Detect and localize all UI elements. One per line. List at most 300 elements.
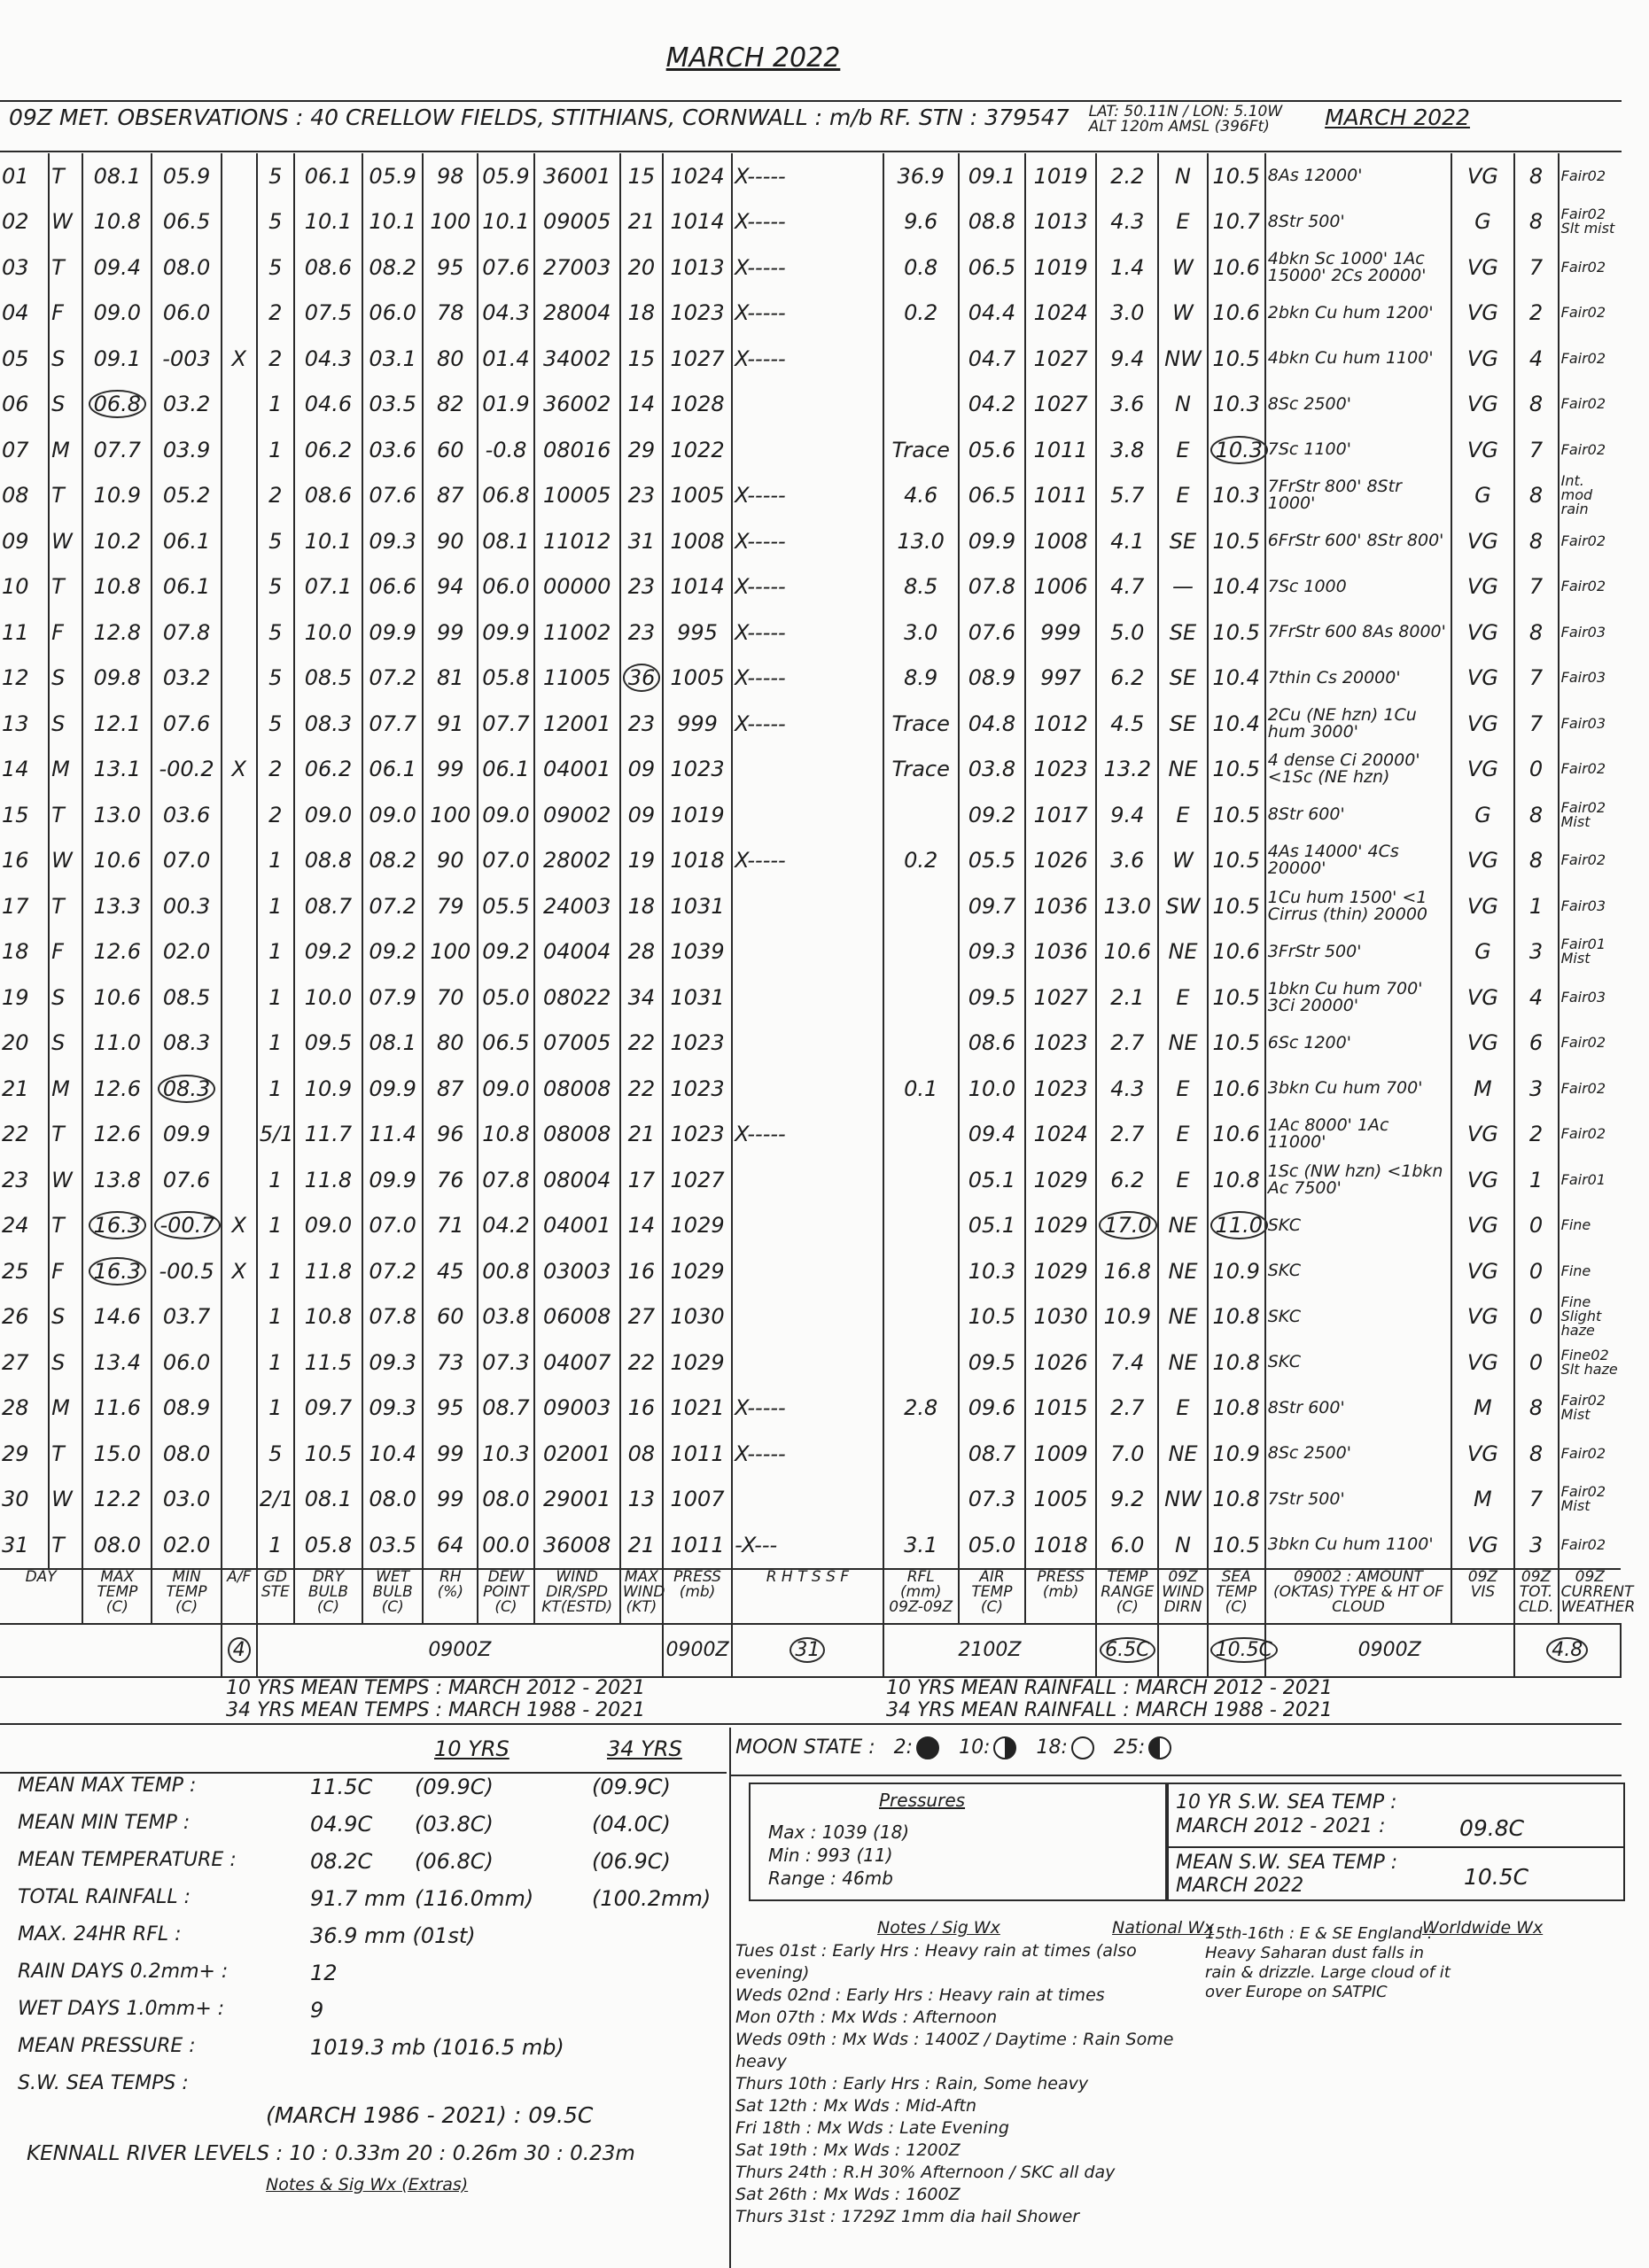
cell-11 — [620, 427, 663, 473]
table-row — [0, 1431, 1621, 1477]
cell-value: M — [1474, 1076, 1492, 1101]
cell-1 — [49, 610, 82, 656]
cell-value: 36008 — [543, 1532, 611, 1557]
footer-cell — [0, 1624, 222, 1677]
observations-table — [0, 153, 1636, 1678]
cell-value: 1026 — [1033, 1349, 1088, 1375]
cell-6 — [294, 975, 362, 1021]
cell-12 — [663, 929, 732, 975]
cell-value: 4.3 — [1110, 1076, 1145, 1101]
cell-value: 10.5 — [968, 1304, 1016, 1330]
cell-value: X — [231, 346, 246, 371]
cell-value: 0 — [1528, 1258, 1544, 1284]
cell-value: 11002 — [543, 619, 611, 645]
cell-9 — [478, 1477, 533, 1523]
cell-9 — [478, 929, 533, 975]
cell-7 — [362, 1431, 423, 1477]
cell-0 — [0, 701, 49, 747]
cell-value: 10 — [2, 574, 29, 600]
cell-0 — [0, 473, 49, 519]
cell-3 — [152, 1522, 221, 1569]
cell-13 — [732, 1522, 883, 1569]
cell-value: 3.0 — [1110, 300, 1145, 326]
cell-9 — [478, 518, 533, 564]
cell-16 — [1025, 1431, 1096, 1477]
cell-value: X----- — [735, 300, 786, 326]
cell-9 — [478, 1066, 533, 1112]
cell-1 — [49, 1157, 82, 1203]
cell-value: 10.5 — [1212, 1532, 1260, 1557]
cell-12 — [663, 1431, 732, 1477]
footer-value: 10.5C — [1210, 1637, 1278, 1663]
cell-value: 09.1 — [93, 346, 142, 371]
cell-21 — [1451, 883, 1513, 929]
cell-value: 15 — [627, 346, 656, 371]
cell-value: 100 — [430, 209, 471, 235]
cell-1 — [49, 883, 82, 929]
cell-value: 09.1 — [968, 163, 1016, 189]
cell-0 — [0, 1431, 49, 1477]
cell-value: NW — [1164, 1487, 1202, 1512]
cell-value: 5/1 — [259, 1122, 294, 1147]
cell-value: VG — [1466, 437, 1498, 462]
cell-value: 09 — [627, 757, 656, 782]
cell-11 — [620, 1386, 663, 1432]
cell-value: 05.9 — [369, 163, 416, 189]
cell-16 — [1025, 929, 1096, 975]
cell-19 — [1208, 1112, 1265, 1158]
cell-value: 1012 — [1033, 711, 1088, 736]
cell-3 — [152, 291, 221, 337]
cell-20 — [1265, 1112, 1452, 1158]
cell-0 — [0, 1203, 49, 1249]
cell-value: 03 — [2, 254, 29, 280]
cell-7 — [362, 883, 423, 929]
cell-value: 8.5 — [904, 574, 938, 600]
cell-22 — [1514, 1112, 1559, 1158]
cell-21 — [1451, 564, 1513, 610]
cell-15 — [959, 747, 1025, 793]
cell-13 — [732, 199, 883, 245]
cell-18 — [1158, 1021, 1207, 1067]
cell-value: 01 — [2, 163, 29, 189]
cell-1 — [49, 336, 82, 382]
cell-3 — [152, 747, 221, 793]
cell-11 — [620, 1021, 663, 1067]
summary-label: MEAN MIN TEMP : — [18, 1812, 191, 1834]
cell-23 — [1559, 610, 1621, 656]
cell-18 — [1158, 1248, 1207, 1294]
cell-value: 06.0 — [482, 574, 530, 600]
cell-2 — [82, 1477, 152, 1523]
cell-22 — [1514, 1386, 1559, 1432]
cell-9 — [478, 1112, 533, 1158]
cell-value: 08004 — [543, 1167, 611, 1192]
cell-11 — [620, 291, 663, 337]
summary-value: 9 — [310, 1998, 324, 2023]
cell-value: E — [1176, 1076, 1190, 1101]
cell-6 — [294, 610, 362, 656]
means-rain-34: 34 YRS MEAN RAINFALL : MARCH 1988 - 2021 — [886, 1699, 1333, 1721]
cell-value: 29 — [627, 437, 656, 462]
cell-6 — [294, 153, 362, 199]
cell-value: 09.0 — [369, 802, 416, 827]
cell-value: 6.0 — [1110, 1532, 1145, 1557]
cell-22 — [1514, 1431, 1559, 1477]
header-cell: AIR TEMP (C) — [959, 1569, 1025, 1624]
cell-value: 08.9 — [162, 1395, 211, 1421]
cell-8 — [423, 427, 478, 473]
cell-value: 1007 — [670, 1487, 725, 1512]
cell-value: 2 — [268, 802, 283, 827]
cell-value: 36001 — [543, 163, 611, 189]
cell-value: 09.9 — [968, 528, 1016, 554]
cell-value: 04.4 — [968, 300, 1016, 326]
cell-6 — [294, 473, 362, 519]
cell-value: 11.8 — [304, 1258, 353, 1284]
cell-12 — [663, 838, 732, 884]
full-moon-icon — [1071, 1736, 1094, 1759]
cell-value: 7 — [1528, 1487, 1544, 1512]
cell-11 — [620, 1522, 663, 1569]
cell-value: 05.2 — [162, 483, 211, 509]
cell-11 — [620, 1066, 663, 1112]
cell-10 — [534, 291, 620, 337]
cell-value: VG — [1466, 392, 1498, 417]
means-rule — [0, 1723, 1622, 1725]
cell-value: X----- — [735, 1395, 786, 1421]
cell-value: 1024 — [1033, 1122, 1088, 1147]
cell-21 — [1451, 1431, 1513, 1477]
cell-13 — [732, 883, 883, 929]
cell-value: 11.0 — [93, 1030, 142, 1056]
cell-value: 1027 — [1033, 984, 1088, 1010]
cell-value: 4bkn Cu hum 1100' — [1267, 348, 1434, 369]
cell-8 — [423, 883, 478, 929]
cell-value: 1029 — [1033, 1258, 1088, 1284]
cell-value: 06.5 — [968, 254, 1016, 280]
cell-19 — [1208, 1431, 1265, 1477]
cell-value: 9.4 — [1110, 346, 1145, 371]
cell-value: 2.2 — [1110, 163, 1145, 189]
cell-value: Fair02 — [1560, 1535, 1606, 1553]
cell-value: 15 — [627, 163, 656, 189]
summary-label: MEAN TEMPERATURE : — [18, 1849, 237, 1871]
cell-18 — [1158, 1477, 1207, 1523]
cell-value: 8 — [1528, 528, 1544, 554]
cell-value: 4.7 — [1110, 574, 1145, 600]
cell-5 — [257, 883, 294, 929]
cell-value: 4.3 — [1110, 209, 1145, 235]
cell-8 — [423, 564, 478, 610]
cell-3 — [152, 153, 221, 199]
cell-value: 01.9 — [482, 392, 530, 417]
cell-value: 1 — [268, 1532, 283, 1557]
cell-3 — [152, 1294, 221, 1340]
cell-value: VG — [1466, 1167, 1498, 1192]
cell-12 — [663, 199, 732, 245]
cell-value: 12.6 — [93, 1122, 142, 1147]
cell-4 — [222, 975, 257, 1021]
cell-value: 22 — [2, 1122, 29, 1147]
cell-13 — [732, 929, 883, 975]
cell-value: T — [51, 1213, 65, 1239]
cell-value: 06.0 — [162, 1349, 211, 1375]
cell-value: VG — [1466, 254, 1498, 280]
station-text: 09Z MET. OBSERVATIONS : 40 CRELLOW FIELDS, STITHIANS, CORNWALL : m/b RF. STN : 379547 — [9, 105, 1070, 130]
cell-value: 05.8 — [482, 665, 530, 691]
sea-mean-period: MARCH 2022 — [1176, 1875, 1304, 1897]
cell-2 — [82, 153, 152, 199]
cell-3 — [152, 1386, 221, 1432]
cell-15 — [959, 1157, 1025, 1203]
cell-13 — [732, 838, 883, 884]
cell-23 — [1559, 975, 1621, 1021]
cell-14 — [883, 747, 959, 793]
cell-value: 60 — [437, 437, 464, 462]
cell-4 — [222, 199, 257, 245]
cell-5 — [257, 427, 294, 473]
summary-label: WET DAYS 1.0mm+ : — [18, 1998, 225, 2020]
cell-20 — [1265, 792, 1452, 838]
cell-10 — [534, 382, 620, 428]
cell-13 — [732, 1294, 883, 1340]
cell-value: 08008 — [543, 1122, 611, 1147]
cell-7 — [362, 1066, 423, 1112]
cell-value: 14 — [2, 757, 29, 782]
cell-21 — [1451, 792, 1513, 838]
cell-14 — [883, 1066, 959, 1112]
cell-15 — [959, 1522, 1025, 1569]
cell-13 — [732, 747, 883, 793]
cell-value: 09.3 — [369, 1349, 416, 1375]
cell-value: 6Sc 1200' — [1267, 1032, 1351, 1052]
cell-value: 27003 — [543, 254, 611, 280]
cell-value: 08.7 — [968, 1441, 1016, 1466]
cell-13 — [732, 564, 883, 610]
summary-label: TOTAL RAINFALL : — [18, 1886, 191, 1908]
cell-value: 8.9 — [904, 665, 938, 691]
cell-value: 05.6 — [968, 437, 1016, 462]
cell-value: VG — [1466, 1349, 1498, 1375]
cell-7 — [362, 1340, 423, 1386]
cell-4 — [222, 564, 257, 610]
cell-6 — [294, 1431, 362, 1477]
cell-16 — [1025, 792, 1096, 838]
cell-value: Fair02 Mist — [1560, 798, 1606, 830]
cell-19 — [1208, 1157, 1265, 1203]
cell-value: Trace — [891, 437, 950, 462]
cell-12 — [663, 701, 732, 747]
cell-15 — [959, 1431, 1025, 1477]
cell-value: VG — [1466, 1304, 1498, 1330]
cell-value: 10.5 — [1212, 802, 1260, 827]
cell-value: VG — [1466, 1213, 1498, 1239]
cell-value: X----- — [735, 711, 786, 736]
cell-value: 1029 — [670, 1213, 725, 1239]
summary-10yr: (116.0mm) — [415, 1886, 534, 1911]
sea-box-rule — [1167, 1846, 1623, 1848]
cell-value: 07.1 — [304, 574, 353, 600]
table-row — [0, 382, 1621, 428]
cell-5 — [257, 245, 294, 291]
cell-17 — [1096, 1157, 1158, 1203]
cell-5 — [257, 336, 294, 382]
cell-16 — [1025, 153, 1096, 199]
cell-value: Fair02 — [1560, 167, 1606, 184]
cell-4 — [222, 1157, 257, 1203]
cell-5 — [257, 747, 294, 793]
cell-value: 10.9 — [1103, 1304, 1152, 1330]
header-cell: A/F — [222, 1569, 257, 1624]
cell-3 — [152, 1112, 221, 1158]
cell-value: NE — [1168, 1030, 1198, 1056]
table-row — [0, 199, 1621, 245]
cell-17 — [1096, 382, 1158, 428]
lq-moon-icon — [1148, 1736, 1171, 1759]
cell-20 — [1265, 1340, 1452, 1386]
summary-value: 04.9C — [310, 1812, 373, 1837]
cell-16 — [1025, 564, 1096, 610]
header-cell: R H T S S F — [732, 1569, 883, 1624]
cell-12 — [663, 656, 732, 702]
cell-0 — [0, 382, 49, 428]
cell-7 — [362, 1157, 423, 1203]
cell-value: 1023 — [670, 1122, 725, 1147]
cell-11 — [620, 336, 663, 382]
cell-value: 0 — [1528, 757, 1544, 782]
cell-value: 5 — [268, 254, 283, 280]
cell-value: -X--- — [735, 1532, 778, 1557]
cell-value: 10.8 — [93, 209, 142, 235]
cell-value: 0.2 — [904, 300, 938, 326]
cell-12 — [663, 1248, 732, 1294]
cell-value: 5 — [268, 209, 283, 235]
summary-value: 36.9 mm (01st) — [310, 1923, 476, 1948]
cell-value: Fair02 Slt mist — [1560, 206, 1615, 237]
note-line: Fri 18th : Mx Wds : Late Evening — [735, 2118, 1009, 2138]
cell-9 — [478, 1294, 533, 1340]
cell-value: 03.5 — [369, 392, 416, 417]
cell-value: Fair02 — [1560, 440, 1606, 458]
cell-value: 1011 — [670, 1532, 725, 1557]
cell-value: 21 — [627, 1122, 656, 1147]
cell-value: 07.0 — [369, 1213, 416, 1239]
header-cell: PRESS (mb) — [1025, 1569, 1096, 1624]
cell-value: 2/1 — [259, 1487, 294, 1512]
cell-4 — [222, 610, 257, 656]
cell-value: 1 — [268, 939, 283, 965]
cell-17 — [1096, 1021, 1158, 1067]
cell-value: 1022 — [670, 437, 725, 462]
cell-value: 1024 — [670, 163, 725, 189]
cell-10 — [534, 701, 620, 747]
cell-19 — [1208, 199, 1265, 245]
cell-value: F — [51, 619, 64, 645]
cell-value: Fair02 — [1560, 1034, 1606, 1052]
cell-4 — [222, 1522, 257, 1569]
footer-cell — [1208, 1624, 1272, 1677]
cell-value: 80 — [437, 346, 464, 371]
cell-value: 08.9 — [968, 665, 1016, 691]
cell-value: Fair02 — [1560, 532, 1606, 549]
cell-4 — [222, 883, 257, 929]
cell-3 — [152, 1431, 221, 1477]
cell-value: 0 — [1528, 1304, 1544, 1330]
cell-15 — [959, 518, 1025, 564]
summary-value: 1019.3 mb (1016.5 mb) — [310, 2035, 564, 2060]
cell-value: 2.7 — [1110, 1030, 1145, 1056]
cell-value: 08.5 — [162, 984, 211, 1010]
cell-value: 10.5 — [1212, 163, 1260, 189]
cell-value: 30 — [2, 1487, 29, 1512]
pressure-min: Min : 993 (11) — [768, 1845, 893, 1866]
cell-value: VG — [1466, 528, 1498, 554]
cell-value: 05.5 — [968, 848, 1016, 874]
cell-5 — [257, 792, 294, 838]
header-cell: PRESS (mb) — [663, 1569, 732, 1624]
cell-19 — [1208, 564, 1265, 610]
cell-22 — [1514, 291, 1559, 337]
cell-8 — [423, 1386, 478, 1432]
cell-value: 997 — [1040, 665, 1082, 691]
cell-value: 1017 — [1033, 802, 1088, 827]
cell-value: VG — [1466, 984, 1498, 1010]
cell-value: 2 — [1528, 300, 1544, 326]
cell-0 — [0, 975, 49, 1021]
cell-2 — [82, 656, 152, 702]
river-levels: KENNALL RIVER LEVELS : 10 : 0.33m 20 : 0.26m 30 : 0.23m — [27, 2142, 635, 2165]
cell-21 — [1451, 382, 1513, 428]
table-row — [0, 1477, 1621, 1523]
cell-9 — [478, 1386, 533, 1432]
cell-7 — [362, 838, 423, 884]
cell-value: 11.0 — [1210, 1211, 1268, 1239]
cell-10 — [534, 1203, 620, 1249]
summary-value: 12 — [310, 1961, 338, 1985]
cell-value: 1005 — [1033, 1487, 1088, 1512]
cell-value: T — [51, 483, 65, 509]
cell-value: 05.1 — [968, 1213, 1016, 1239]
cell-10 — [534, 1157, 620, 1203]
cell-13 — [732, 792, 883, 838]
cell-value: W — [1172, 254, 1194, 280]
cell-value: 12 — [2, 665, 29, 691]
cell-value: 60 — [437, 1304, 464, 1330]
cell-value: 10.9 — [1212, 1441, 1260, 1466]
cell-15 — [959, 610, 1025, 656]
cell-value: NE — [1168, 1304, 1198, 1330]
cell-value: G — [1474, 209, 1491, 235]
cell-6 — [294, 701, 362, 747]
cell-value: 08.8 — [968, 209, 1016, 235]
cell-value: 08.0 — [162, 254, 211, 280]
cell-value: 1Cu hum 1500' <1 Cirrus (thin) 20000 — [1267, 887, 1428, 924]
cell-5 — [257, 473, 294, 519]
cell-18 — [1158, 610, 1207, 656]
cell-2 — [82, 1203, 152, 1249]
cell-15 — [959, 245, 1025, 291]
cell-value: 20 — [627, 254, 656, 280]
summary-10yr: (03.8C) — [415, 1812, 494, 1837]
cell-3 — [152, 473, 221, 519]
cell-6 — [294, 427, 362, 473]
cell-13 — [732, 1386, 883, 1432]
cell-15 — [959, 1386, 1025, 1432]
cell-value: M — [1474, 1395, 1492, 1421]
cell-19 — [1208, 747, 1265, 793]
cell-20 — [1265, 291, 1452, 337]
